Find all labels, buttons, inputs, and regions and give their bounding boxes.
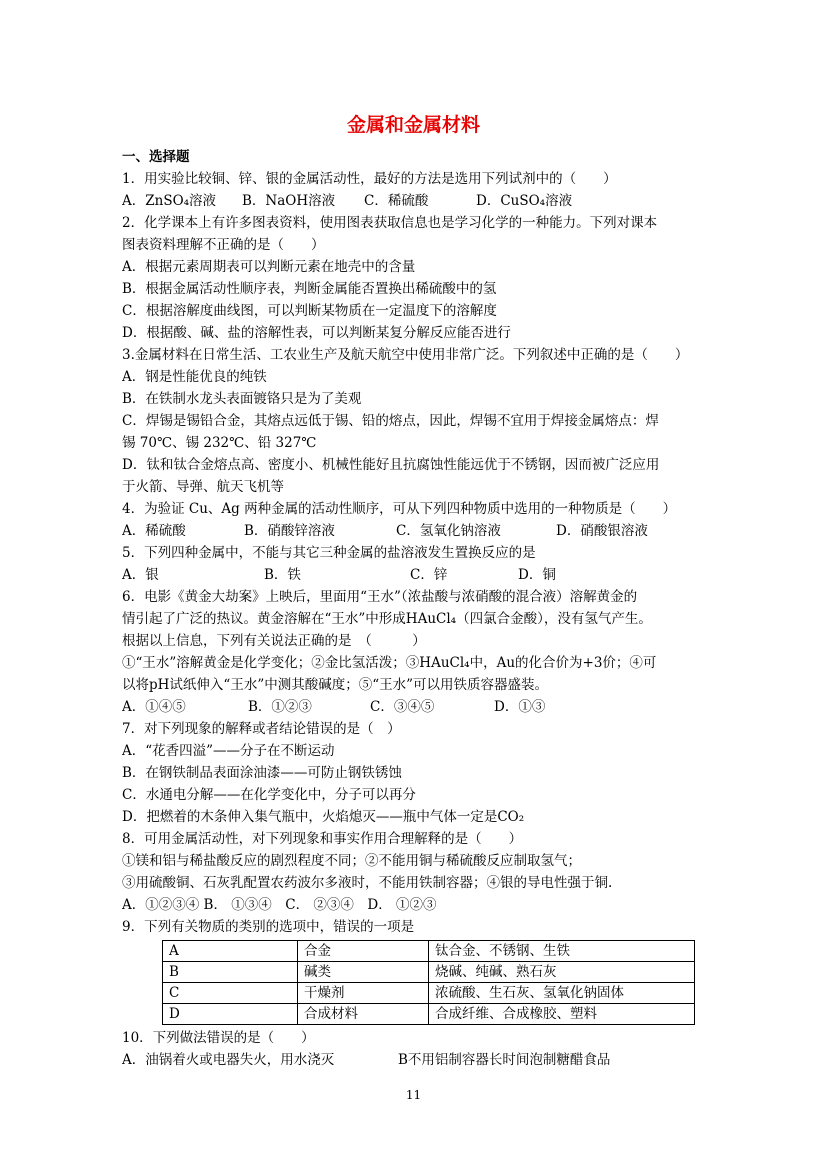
q6-options bbox=[122, 696, 706, 718]
q3-option-d: D．钛和钛合金熔点高、密度小、机械性能好且抗腐蚀性能远优于不锈钢，因而被广泛应用 bbox=[122, 457, 660, 473]
q6-stem: 6．电影《黄金大劫案》上映后，里面用“王水”（浓盐酸与浓硝酸的混合液）溶解黄金的 bbox=[122, 589, 638, 605]
q8-info: ①镁和铝与稀盐酸反应的剧烈程度不同；②不能用铜与稀硫酸反应制取氢气； bbox=[122, 853, 581, 869]
q3-option-a: A．钢是性能优良的纯铁 bbox=[122, 369, 267, 385]
section-heading: 一、选择题 bbox=[122, 149, 190, 165]
table-row bbox=[163, 983, 695, 1004]
q5-option-b: B．铁 bbox=[264, 567, 301, 583]
q3-option-b: B．在铁制水龙头表面镀铬只是为了美观 bbox=[122, 391, 362, 407]
table-cell: 干燥剂 bbox=[298, 983, 429, 1004]
q1-options bbox=[122, 190, 706, 212]
q4-option-b: B．硝酸锌溶液 bbox=[244, 523, 335, 539]
q7-option-c: C．水通电分解——在化学变化中，分子可以再分 bbox=[122, 787, 416, 803]
q1-option-d: D．CuSO₄溶液 bbox=[476, 193, 573, 209]
q3-option-c-cont: 锡 70℃、锡 232℃、铅 327℃ bbox=[122, 435, 317, 451]
q6-stem-cont-2: 根据以上信息，下列有关说法正确的是 （ ） bbox=[122, 633, 426, 649]
q7-option-b: B．在钢铁制品表面涂油漆——可防止钢铁锈蚀 bbox=[122, 765, 402, 781]
classification-table bbox=[162, 940, 695, 1025]
q1-option-b: B．NaOH溶液 bbox=[242, 193, 336, 209]
q1-option-c: C．稀硫酸 bbox=[364, 193, 429, 209]
q4-options bbox=[122, 520, 706, 542]
q10-stem: 10．下列做法错误的是（ ） bbox=[122, 1030, 315, 1046]
table-cell: A bbox=[163, 941, 298, 962]
q6-info-cont: 以将pH试纸伸入“王水”中测其酸碱度；⑤“王水”可以用铁质容器盛装。 bbox=[122, 677, 549, 693]
q4-option-a: A．稀硫酸 bbox=[122, 523, 186, 539]
q6-option-c: C．③④⑤ bbox=[370, 699, 435, 715]
q6-option-b: B．①②③ bbox=[248, 699, 312, 715]
q8-info-cont: ③用硫酸铜、石灰乳配置农药波尔多液时，不能用铁制容器；④银的导电性强于铜. bbox=[122, 875, 613, 891]
q7-option-a: A．“花香四溢”——分子在不断运动 bbox=[122, 743, 335, 759]
q8-stem: 8．可用金属活动性，对下列现象和事实作用合理解释的是（ ） bbox=[122, 831, 523, 847]
q2-option-c: C．根据溶解度曲线图，可以判断某物质在一定温度下的溶解度 bbox=[122, 303, 497, 319]
q9-stem: 9．下列有关物质的类别的选项中，错误的一项是 bbox=[122, 919, 415, 935]
q3-stem: 3.金属材料在日常生活、工农业生产及航天航空中使用非常广泛。下列叙述中正确的是（ ） bbox=[122, 347, 689, 363]
q2-stem: 2．化学课本上有许多图表资料，使用图表获取信息也是学习化学的一种能力。下列对课本 bbox=[122, 215, 658, 231]
table-cell: 碱类 bbox=[298, 962, 429, 983]
q4-option-d: D．硝酸银溶液 bbox=[556, 523, 648, 539]
table-cell: 浓硫酸、生石灰、氢氧化钠固体 bbox=[429, 983, 695, 1004]
table-row bbox=[163, 1004, 695, 1025]
q1-stem: 1．用实验比较铜、锌、银的金属活动性，最好的方法是选用下列试剂中的（ ） bbox=[122, 171, 617, 187]
q2-stem-cont: 图表资料理解不正确的是（ ） bbox=[122, 237, 325, 253]
table-cell: B bbox=[163, 962, 298, 983]
table-cell: D bbox=[163, 1004, 298, 1025]
table-row bbox=[163, 962, 695, 983]
q3-option-d-cont: 于火箭、导弹、航天飞机等 bbox=[122, 479, 284, 495]
q8-options: A．①②③④ B． ①③④ C． ②③④ D． ①②③ bbox=[122, 897, 437, 913]
q4-stem: 4．为验证 Cu、Ag 两种金属的活动性顺序，可从下列四种物质中选用的一种物质是（ ） bbox=[122, 501, 677, 517]
q5-options bbox=[122, 564, 706, 586]
document-title: 金属和金属材料 bbox=[346, 114, 480, 136]
q5-option-d: D．铜 bbox=[518, 567, 556, 583]
q7-stem: 7．对下列现象的解释或者结论错误的是（ ） bbox=[122, 721, 401, 737]
table-cell: 合成材料 bbox=[298, 1004, 429, 1025]
table-cell: 钛合金、不锈钢、生铁 bbox=[429, 941, 695, 962]
q5-option-a: A．银 bbox=[122, 567, 159, 583]
table-cell: 烧碱、纯碱、熟石灰 bbox=[429, 962, 695, 983]
q10-option-b: B不用铝制容器长时间泡制糖醋食品 bbox=[398, 1052, 611, 1068]
q3-option-c: C．焊锡是锡铅合金，其熔点远低于锡、铅的熔点，因此，焊锡不宜用于焊接金属熔点：焊 bbox=[122, 413, 659, 429]
q2-option-b: B．根据金属活动性顺序表，判断金属能否置换出稀硫酸中的氢 bbox=[122, 281, 497, 297]
question-list bbox=[122, 146, 706, 1071]
q10-options bbox=[122, 1049, 706, 1071]
q6-option-d: D．①③ bbox=[494, 699, 546, 715]
q7-option-d: D．把燃着的木条伸入集气瓶中，火焰熄灭——瓶中气体一定是CO₂ bbox=[122, 809, 525, 825]
q5-option-c: C．锌 bbox=[410, 567, 448, 583]
q10-option-a: A．油锅着火或电器失火，用水浇灭 bbox=[122, 1052, 335, 1068]
q6-option-a: A．①④⑤ bbox=[122, 699, 186, 715]
table-cell: 合成纤维、合成橡胶、塑料 bbox=[429, 1004, 695, 1025]
q4-option-c: C．氢氧化钠溶液 bbox=[396, 523, 501, 539]
q1-option-a: A．ZnSO₄溶液 bbox=[122, 193, 217, 209]
table-row bbox=[163, 941, 695, 962]
table-cell: C bbox=[163, 983, 298, 1004]
q6-stem-cont: 情引起了广泛的热议。黄金溶解在“王水”中形成HAuCl₄（四氯合金酸），没有氢气产生。 bbox=[122, 611, 652, 627]
q2-option-a: A．根据元素周期表可以判断元素在地壳中的含量 bbox=[122, 259, 416, 275]
q6-info: ①“王水”溶解黄金是化学变化；②金比氢活泼；③HAuCl₄中，Au的化合价为+3价；④可 bbox=[122, 655, 657, 671]
table-cell: 合金 bbox=[298, 941, 429, 962]
q2-option-d: D．根据酸、碱、盐的溶解性表，可以判断某复分解反应能否进行 bbox=[122, 325, 511, 341]
q5-stem: 5．下列四种金属中，不能与其它三种金属的盐溶液发生置换反应的是 bbox=[122, 545, 536, 561]
page-number: 11 bbox=[405, 1088, 422, 1102]
